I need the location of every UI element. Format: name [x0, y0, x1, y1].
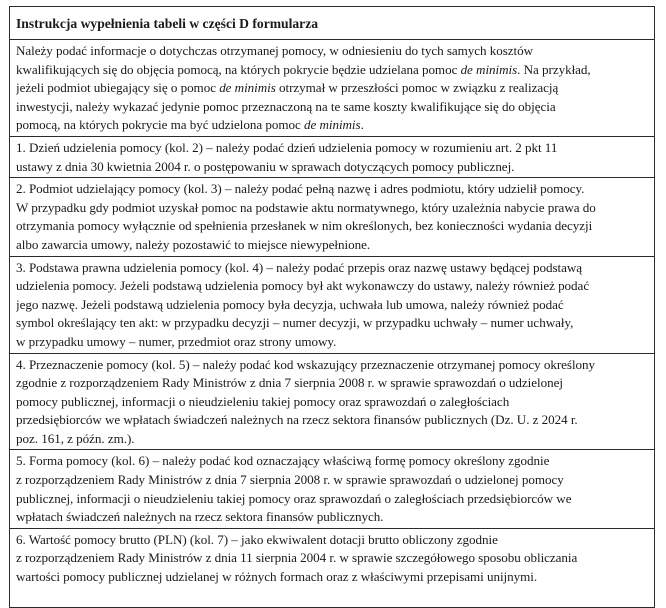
intro-line-1: Należy podać informacje o dotychczas otrzymanej pomocy, w odniesieniu do tych samych kosztów [16, 43, 534, 58]
intro-line-3: jeżeli podmiot ubiegający się o pomoc de minimis otrzymał w przeszłości pomoc w związku z realizacją [16, 80, 559, 96]
item-line: 2. Podmiot udzielający pomocy (kol. 3) – należy podać pełną nazwę i adres podmiotu, który udzielił pomocy. [16, 181, 585, 197]
item-line: 6. Wartość pomocy brutto (PLN) (kol. 7) – jako ekwiwalent dotacji brutto obliczony zgodnie [16, 531, 498, 547]
item-line: jego nazwę. Jeżeli podstawą udzielenia pomocy była decyzja, uchwała lub umowa, należy również podać [16, 296, 564, 312]
intro-line-4: inwestycji, należy wykazać jedynie pomoc przeznaczoną na te same koszty kwalifikujące się do objęcia [16, 98, 556, 114]
instruction-item-4 [10, 354, 654, 451]
intro-line-5: pomocą, na których pokrycie ma być udzielona pomoc de minimis. [16, 117, 364, 133]
item-line: z rozporządzeniem Rady Ministrów z dnia 7 sierpnia 2008 r. w sprawie sprawozdań o udzielonej pomocy [16, 472, 564, 488]
item-line: pomocy publicznej, informacji o nieudzieleniu takiej pomocy oraz sprawozdań o zaległościach [16, 393, 510, 409]
item-line: 3. Podstawa prawna udzielenia pomocy (kol. 4) – należy podać przepis oraz nazwę ustawy będącej podstawą [16, 259, 583, 275]
item-line: ustawy z dnia 30 kwietnia 2004 r. o postępowaniu w sprawach dotyczących pomocy publicznej. [16, 158, 515, 174]
instruction-table [9, 6, 655, 608]
item-line: przedsiębiorców we wpłatach świadczeń należnych na rzecz sektora finansów publicznych (Dz. U. z 2024 r. [16, 412, 578, 428]
intro-paragraph [10, 40, 654, 137]
instruction-item-2 [10, 178, 654, 256]
table-title: Instrukcja wypełnienia tabeli w części D formularza [10, 7, 654, 40]
instruction-item-3 [10, 257, 654, 354]
item-line: wartości pomocy publicznej udzielanej w różnych formach oraz z właściwymi przepisami unijnymi. [16, 569, 538, 585]
item-line: w przypadku umowy – numer, przedmiot oraz strony umowy. [16, 333, 337, 349]
item-line: W przypadku gdy podmiot uzyskał pomoc na podstawie aktu normatywnego, który uzależnia nabycie prawa do [16, 199, 596, 215]
instruction-item-6 [10, 529, 654, 607]
instruction-item-1 [10, 137, 654, 178]
item-line: albo zawarcia umowy, należy pozostawić to miejsce niewypełnione. [16, 236, 371, 252]
item-line: 5. Forma pomocy (kol. 6) – należy podać kod oznaczający właściwą formę pomocy określony zgodnie [16, 453, 550, 469]
item-line: symbol określający ten akt: w przypadku decyzji – numer decyzji, w przypadku uchwały – numer uchwały, [16, 315, 574, 331]
item-line: z rozporządzeniem Rady Ministrów z dnia 11 sierpnia 2004 r. w sprawie szczegółowego sposobu obliczania [16, 550, 578, 566]
item-line: wpłatach świadczeń należnych na rzecz sektora finansów publicznych. [16, 509, 384, 525]
item-line: 1. Dzień udzielenia pomocy (kol. 2) – należy podać dzień udzielenia pomocy w rozumieniu art. 2 pkt 11 [16, 139, 558, 155]
item-line: poz. 161, z późn. zm.). [16, 430, 135, 446]
item-line: publicznej, informacji o nieudzieleniu takiej pomocy oraz sprawozdań o zaległościach przedsiębiorców we [16, 490, 572, 506]
item-line: udzielenia pomocy. Jeżeli podstawą udzielenia pomocy był akt wykonawczy do ustawy, należy również podać [16, 278, 590, 294]
item-line: 4. Przeznaczenie pomocy (kol. 5) – należy podać kod wskazujący przeznaczenie otrzymanej pomocy określony [16, 356, 596, 372]
intro-line-2: kwalifikujących się do objęcia pomocą, na których pokrycie będzie udzielana pomoc de minimis. Na przykład, [16, 61, 591, 77]
instruction-item-5 [10, 450, 654, 528]
item-line: otrzymania pomocy wyłącznie od spełnienia przesłanek w nim określonych, bez konieczności wydania decyzji [16, 218, 593, 234]
item-line: zgodnie z rozporządzeniem Rady Ministrów z dnia 7 sierpnia 2008 r. w sprawie sprawozdań o udzielonej [16, 375, 563, 391]
